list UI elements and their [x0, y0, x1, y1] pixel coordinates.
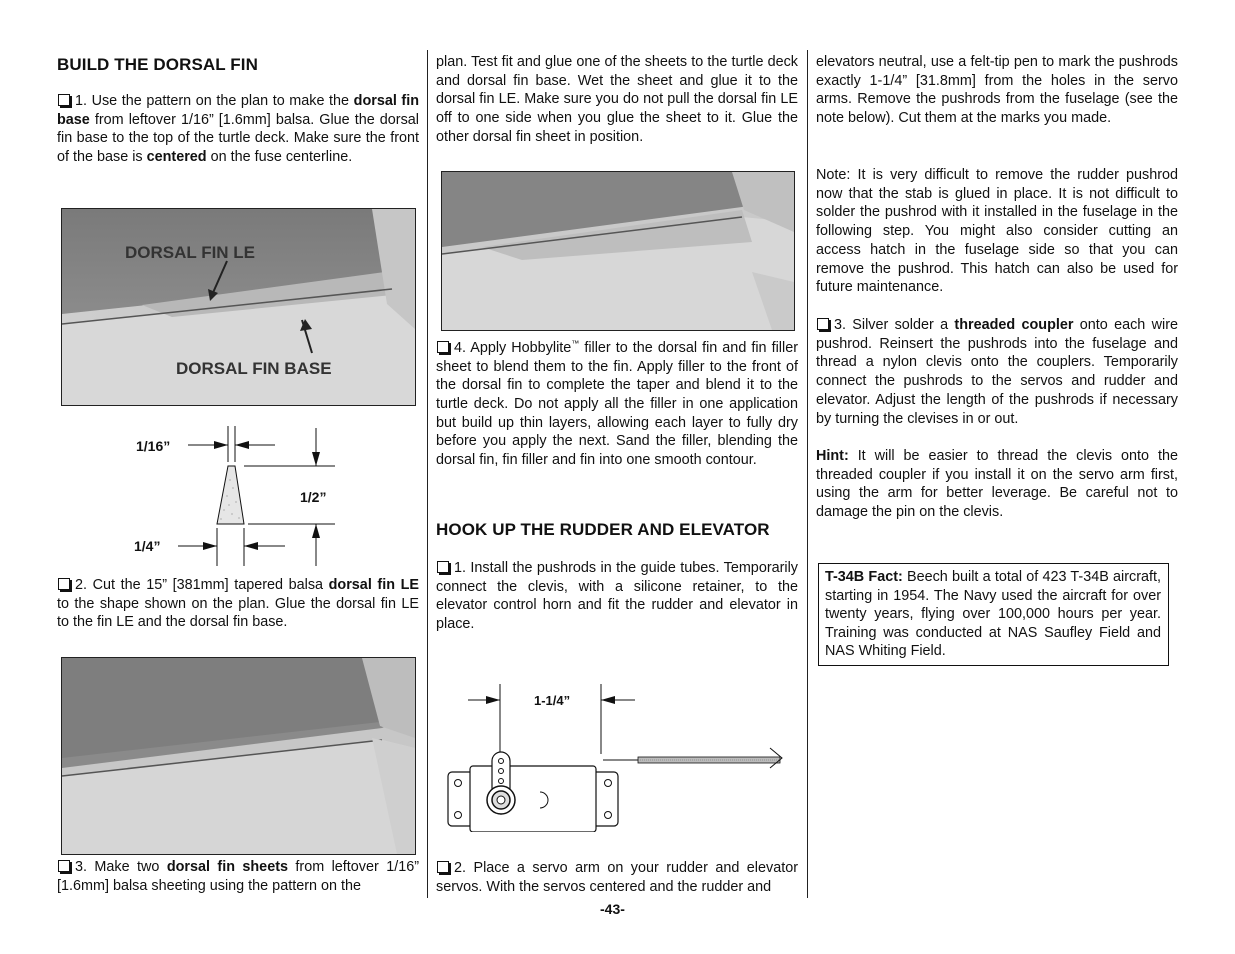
- checkbox-icon[interactable]: [58, 94, 70, 106]
- checkbox-icon[interactable]: [437, 561, 449, 573]
- step-2-servo-arm: 2. Place a servo arm on your rudder and elevator servos. With the servos centered and the rudder and: [436, 860, 798, 895]
- hint-paragraph: Hint: It will be easier to thread the clevis onto the threaded coupler if you install it on the servo arm first, using the arm for better leverage. Be careful not to damage the pin on the clevis.: [816, 448, 1178, 521]
- section-heading-dorsal-fin: BUILD THE DORSAL FIN: [57, 55, 258, 74]
- column-1: [57, 52, 419, 167]
- step-1-dorsal: 1. Use the pattern on the plan to make the dorsal fin base from leftover 1/16” [1.6mm] balsa. Glue the dorsal fin base to the top of the turtle deck. Make sure the front of the base is centered on the fuse centerline.: [57, 93, 420, 166]
- checkbox-icon[interactable]: [58, 860, 70, 872]
- step-1-pushrods: 1. Install the pushrods in the guide tubes. Temporarily connect the clevis, with a silicone retainer, to the elevator control horn and fit the rudder and elevator in place.: [436, 560, 798, 633]
- servo-pushrod-diagram: [440, 682, 795, 832]
- photo-dorsal-fin-base-image: [62, 209, 415, 405]
- photo-label-dorsal-fin-le: DORSAL FIN LE: [125, 243, 256, 262]
- step-3-coupler: 3. Silver solder a threaded coupler onto each wire pushrod. Reinsert the pushrods into the fuselage and thread a nylon clevis onto the couplers. Temporarily connect the pushrods to the servos and rudder and elevator. Adjust the length of the pushrods if necessary by turning the clevises in or out.: [816, 317, 1179, 427]
- dim-label-1-1-4: 1-1/4”: [534, 693, 571, 708]
- taper-diagram: [120, 418, 350, 568]
- photo-dorsal-fin-le-image: [62, 658, 415, 854]
- photo-dorsal-fin-sheet-image: [442, 172, 794, 330]
- photo-label-dorsal-fin-base: DORSAL FIN BASE: [176, 359, 332, 378]
- photo-dorsal-fin-le: [61, 657, 416, 855]
- checkbox-icon[interactable]: [437, 861, 449, 873]
- section-heading-hook-up: HOOK UP THE RUDDER AND ELEVATOR: [436, 520, 770, 539]
- checkbox-icon[interactable]: [58, 578, 70, 590]
- dim-label-1-2: 1/2”: [300, 489, 327, 505]
- fact-box: [818, 563, 1169, 666]
- step-4-filler: 4. Apply Hobbylite™ filler to the dorsal fin and fin filler sheet to blend them to the fin. Apply filler to the front of the dorsal fin to complete the taper and blend it to the turtle deck. Do not apply all the filler in one application but build up thin layers, allowing each layer to fully dry before you apply the next. Sand the filler, blending the dorsal fin, fin filler and fin into one smooth contour.: [436, 339, 798, 469]
- step-3-continued: plan. Test fit and glue one of the sheets to the turtle deck and dorsal fin base. Wet the sheet and glue it to the dorsal fin LE. Make sure you do not pull the dorsal fin LE off to one side when you glue the sheet to it. Glue the other dorsal fin sheet in position.: [436, 54, 798, 145]
- column-divider-left: [427, 50, 428, 898]
- step-3-dorsal: 3. Make two dorsal fin sheets from leftover 1/16” [1.6mm] balsa sheeting using the pattern on the: [57, 859, 419, 894]
- note-paragraph: Note: It is very difficult to remove the rudder pushrod now that the stab is glued in place. It is not difficult to solder the pushrod with it installed in the fuselage in the following step. You might also consider cutting an access hatch in the fuselage side so that you can remove the pushrod. This hatch can also be used for future maintenance.: [816, 167, 1178, 296]
- dim-label-1-16: 1/16”: [136, 438, 171, 454]
- checkbox-icon[interactable]: [817, 318, 829, 330]
- dim-label-1-4: 1/4”: [134, 538, 161, 554]
- step-2-continued: elevators neutral, use a felt-tip pen to mark the pushrods exactly 1-1/4” [31.8mm] from the holes in the servo arms. Remove the pushrods from the fuselage (see the note below). Cut them at the marks you made.: [816, 54, 1178, 127]
- column-divider-right: [807, 50, 808, 898]
- photo-dorsal-fin-base: [61, 208, 416, 406]
- photo-dorsal-fin-sheet: [441, 171, 795, 331]
- step-2-dorsal: 2. Cut the 15” [381mm] tapered balsa dorsal fin LE to the shape shown on the plan. Glue the dorsal fin LE to the fin LE and the dorsal fin base.: [57, 577, 419, 631]
- fact-text: T-34B Fact: Beech built a total of 423 T-34B aircraft, starting in 1954. The Navy used the aircraft for over twenty years, flying over 100,000 hours per year. Training was conducted at NAS Saufley Field and NAS Whiting Field.: [825, 569, 1161, 660]
- page-number: -43-: [600, 901, 625, 917]
- checkbox-icon[interactable]: [437, 341, 449, 353]
